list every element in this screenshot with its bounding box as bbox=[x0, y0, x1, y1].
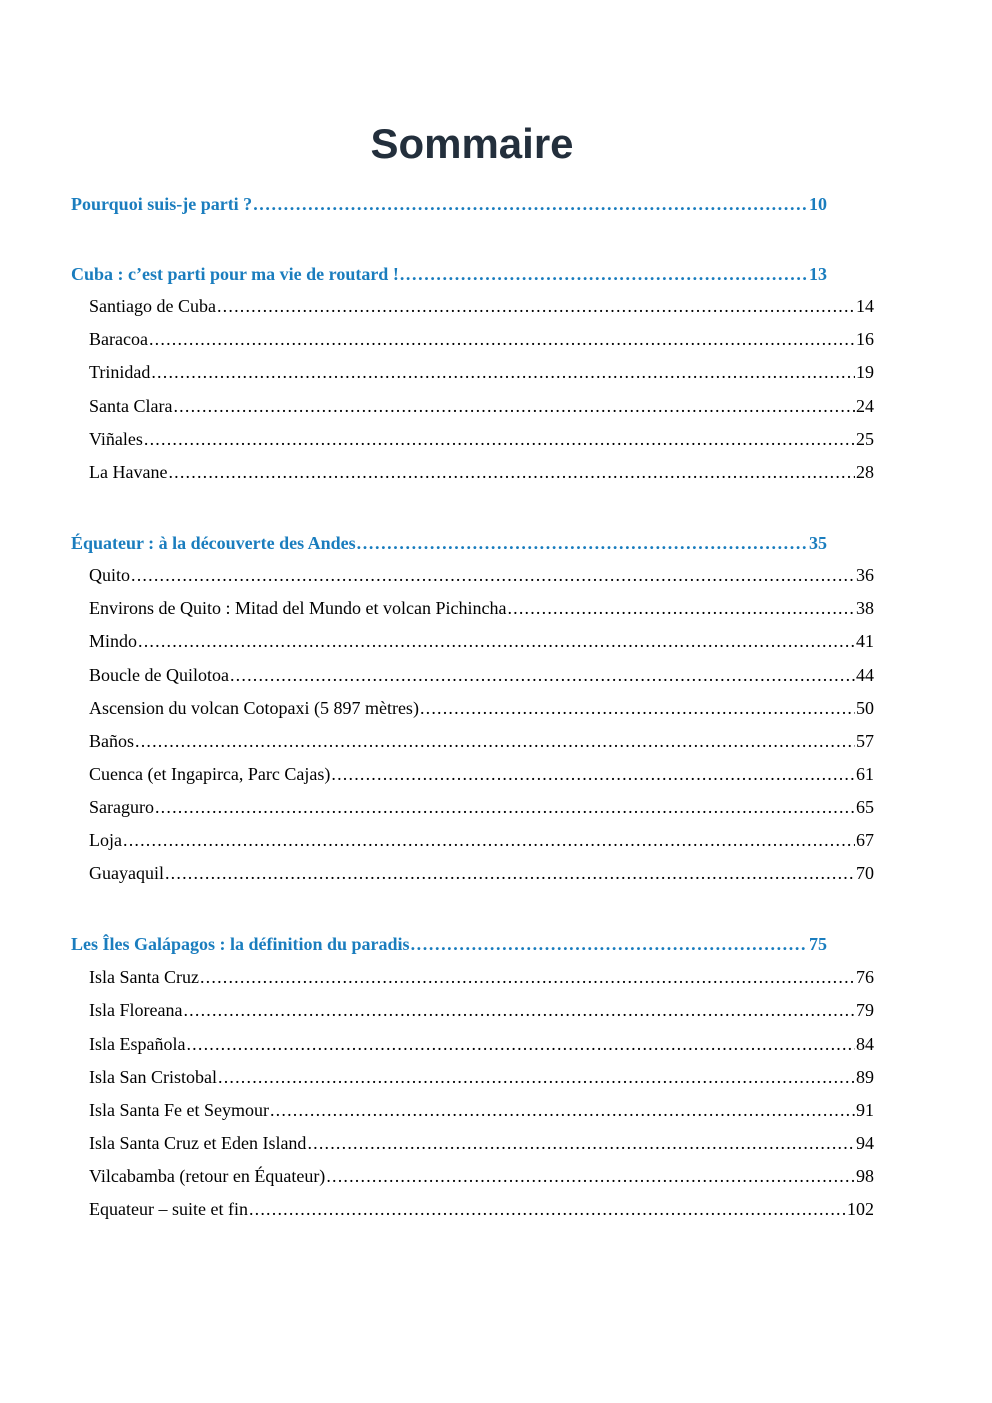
section-page-number: 84 bbox=[856, 1034, 874, 1054]
section-title: Trinidad bbox=[89, 362, 151, 382]
section-page-number: 28 bbox=[856, 462, 874, 482]
toc-chapter-entry[interactable] bbox=[71, 194, 827, 218]
section-page-number: 79 bbox=[856, 1000, 874, 1020]
toc-section-entry[interactable] bbox=[89, 797, 874, 821]
toc-section-entry[interactable] bbox=[89, 1000, 874, 1024]
section-title: Isla Española bbox=[89, 1034, 186, 1054]
toc-section-entry[interactable] bbox=[89, 396, 874, 420]
dot-leader bbox=[307, 1133, 855, 1154]
dot-leader bbox=[135, 731, 855, 752]
dot-leader bbox=[253, 194, 808, 215]
toc-section-entry[interactable] bbox=[89, 1199, 874, 1223]
dot-leader bbox=[200, 967, 855, 988]
dot-leader bbox=[217, 296, 855, 317]
dot-leader bbox=[151, 362, 855, 383]
section-page-number: 94 bbox=[856, 1133, 874, 1153]
chapter-page-number: 13 bbox=[809, 264, 827, 284]
chapter-title: Les Îles Galápagos : la définition du paradis bbox=[71, 934, 410, 954]
dot-leader bbox=[326, 1166, 855, 1187]
section-page-number: 36 bbox=[856, 565, 874, 585]
section-page-number: 57 bbox=[856, 731, 874, 751]
toc-section-entry[interactable] bbox=[89, 329, 874, 353]
section-title: Cuenca (et Ingapirca, Parc Cajas) bbox=[89, 764, 331, 784]
toc-section-entry[interactable] bbox=[89, 1100, 874, 1124]
section-title: Baracoa bbox=[89, 329, 148, 349]
section-title: Saraguro bbox=[89, 797, 154, 817]
section-page-number: 44 bbox=[856, 665, 874, 685]
section-title: Quito bbox=[89, 565, 131, 585]
section-page-number: 38 bbox=[856, 598, 874, 618]
toc-section-entry[interactable] bbox=[89, 863, 874, 887]
dot-leader bbox=[400, 264, 808, 285]
section-title: Isla Santa Cruz bbox=[89, 967, 199, 987]
toc-section-entry[interactable] bbox=[89, 1166, 874, 1190]
section-title: Environs de Quito : Mitad del Mundo et volcan Pichincha bbox=[89, 598, 507, 618]
toc-section-entry[interactable] bbox=[89, 764, 874, 788]
section-title: Boucle de Quilotoa bbox=[89, 665, 229, 685]
section-page-number: 102 bbox=[847, 1199, 874, 1219]
section-title: La Havane bbox=[89, 462, 168, 482]
section-page-number: 24 bbox=[856, 396, 874, 416]
chapter-title: Équateur : à la découverte des Andes bbox=[71, 533, 356, 553]
dot-leader bbox=[331, 764, 855, 785]
toc-chapter-entry[interactable] bbox=[71, 934, 827, 958]
dot-leader bbox=[131, 565, 855, 586]
toc-section-entry[interactable] bbox=[89, 429, 874, 453]
section-title: Ascension du volcan Cotopaxi (5 897 mètres) bbox=[89, 698, 419, 718]
dot-leader bbox=[155, 797, 855, 818]
toc-section-entry[interactable] bbox=[89, 830, 874, 854]
toc-section-entry[interactable] bbox=[89, 565, 874, 589]
dot-leader bbox=[183, 1000, 855, 1021]
section-page-number: 50 bbox=[856, 698, 874, 718]
toc-section-entry[interactable] bbox=[89, 1133, 874, 1157]
toc-section-entry[interactable] bbox=[89, 462, 874, 486]
toc-section-entry[interactable] bbox=[89, 967, 874, 991]
dot-leader bbox=[357, 533, 808, 554]
section-title: Santa Clara bbox=[89, 396, 173, 416]
section-title: Isla San Cristobal bbox=[89, 1067, 217, 1087]
dot-leader bbox=[411, 934, 808, 955]
section-title: Equateur – suite et fin bbox=[89, 1199, 248, 1219]
section-page-number: 67 bbox=[856, 830, 874, 850]
dot-leader bbox=[420, 698, 855, 719]
section-title: Mindo bbox=[89, 631, 138, 651]
section-page-number: 70 bbox=[856, 863, 874, 883]
section-page-number: 91 bbox=[856, 1100, 874, 1120]
toc-section-entry[interactable] bbox=[89, 296, 874, 320]
section-page-number: 65 bbox=[856, 797, 874, 817]
dot-leader bbox=[168, 462, 855, 483]
dot-leader bbox=[218, 1067, 855, 1088]
section-title: Isla Santa Cruz et Eden Island bbox=[89, 1133, 307, 1153]
section-page-number: 61 bbox=[856, 764, 874, 784]
section-page-number: 14 bbox=[856, 296, 874, 316]
section-title: Guayaquil bbox=[89, 863, 164, 883]
section-title: Isla Santa Fe et Seymour bbox=[89, 1100, 269, 1120]
toc-section-entry[interactable] bbox=[89, 598, 874, 622]
section-title: Santiago de Cuba bbox=[89, 296, 216, 316]
dot-leader bbox=[123, 830, 855, 851]
section-page-number: 25 bbox=[856, 429, 874, 449]
dot-leader bbox=[144, 429, 855, 450]
dot-leader bbox=[249, 1199, 846, 1220]
dot-leader bbox=[186, 1034, 855, 1055]
toc-section-entry[interactable] bbox=[89, 731, 874, 755]
toc-section-entry[interactable] bbox=[89, 1067, 874, 1091]
dot-leader bbox=[173, 396, 855, 417]
section-title: Viñales bbox=[89, 429, 143, 449]
toc-section-entry[interactable] bbox=[89, 698, 874, 722]
toc-section-entry[interactable] bbox=[89, 1034, 874, 1058]
chapter-page-number: 35 bbox=[809, 533, 827, 553]
section-title: Baños bbox=[89, 731, 134, 751]
section-page-number: 76 bbox=[856, 967, 874, 987]
section-title: Isla Floreana bbox=[89, 1000, 183, 1020]
section-title: Loja bbox=[89, 830, 122, 850]
dot-leader bbox=[138, 631, 855, 652]
chapter-title: Cuba : c’est parti pour ma vie de routard ! bbox=[71, 264, 399, 284]
dot-leader bbox=[230, 665, 855, 686]
section-page-number: 98 bbox=[856, 1166, 874, 1186]
chapter-page-number: 75 bbox=[809, 934, 827, 954]
section-page-number: 19 bbox=[856, 362, 874, 382]
section-page-number: 41 bbox=[856, 631, 874, 651]
toc-section-entry[interactable] bbox=[89, 631, 874, 655]
page-title: Sommaire bbox=[370, 120, 574, 167]
toc-chapter-entry[interactable] bbox=[71, 533, 827, 557]
section-page-number: 16 bbox=[856, 329, 874, 349]
section-page-number: 89 bbox=[856, 1067, 874, 1087]
dot-leader bbox=[149, 329, 855, 350]
toc-section-entry[interactable] bbox=[89, 665, 874, 689]
chapter-title: Pourquoi suis-je parti ? bbox=[71, 194, 253, 214]
chapter-page-number: 10 bbox=[809, 194, 827, 214]
section-title: Vilcabamba (retour en Équateur) bbox=[89, 1166, 326, 1186]
dot-leader bbox=[507, 598, 855, 619]
dot-leader bbox=[270, 1100, 855, 1121]
dot-leader bbox=[165, 863, 855, 884]
toc-section-entry[interactable] bbox=[89, 362, 874, 386]
toc-chapter-entry[interactable] bbox=[71, 264, 827, 288]
